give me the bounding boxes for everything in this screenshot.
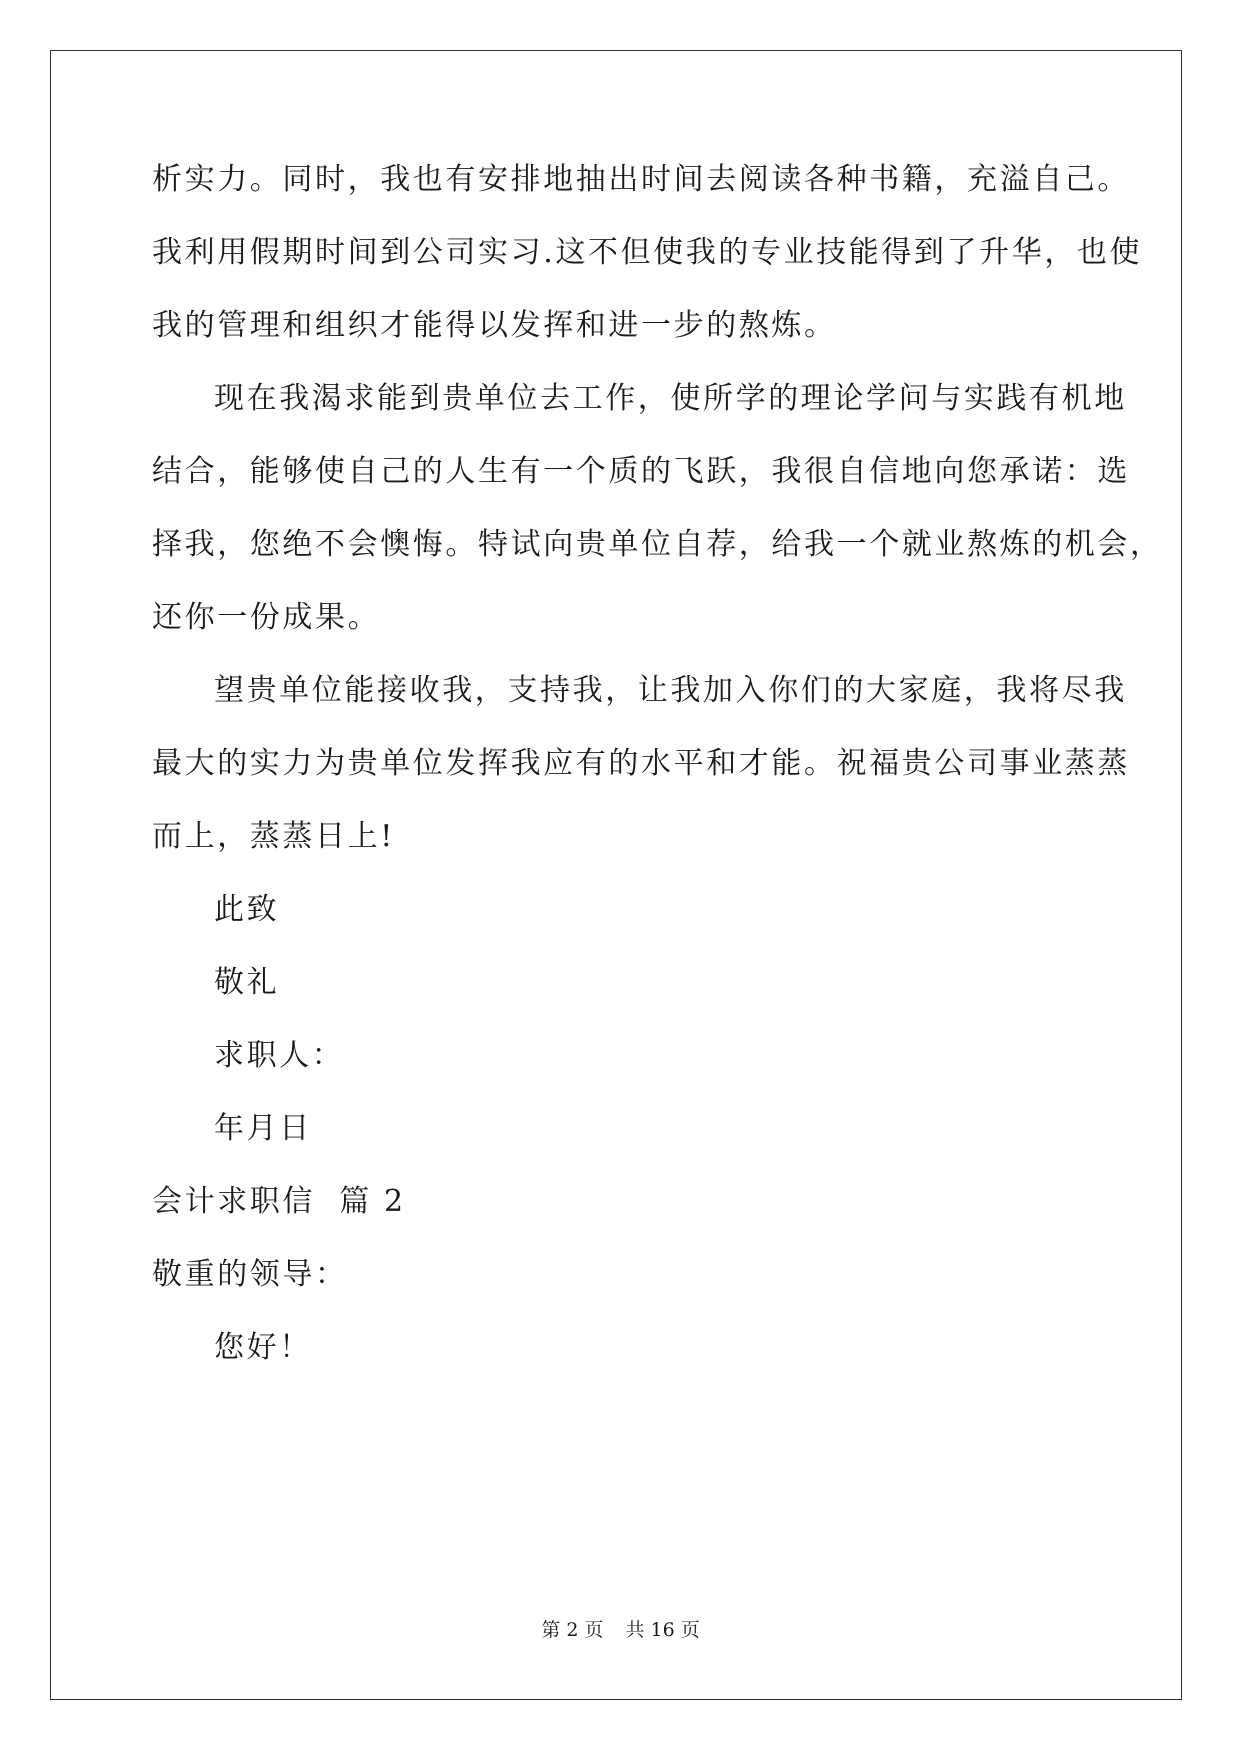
text-line-4: 现在我渴求能到贵单位去工作，使所学的理论学问与实践有机地 (214, 381, 1127, 416)
greeting-line: 敬重的领导： (152, 1257, 348, 1292)
text-line-7: 还你一份成果。 (152, 600, 381, 635)
page-border (50, 50, 1182, 1700)
text-line-8: 望贵单位能接收我，支持我，让我加入你们的大家庭，我将尽我 (214, 673, 1127, 708)
section-heading: 会计求职信 篇 2 (152, 1184, 406, 1219)
applicant-signature: 求职人： (214, 1038, 345, 1073)
page-footer (0, 1618, 1241, 1642)
text-line-10: 而上，蒸蒸日上! (152, 819, 395, 854)
text-line-2: 我利用假期时间到公司实习.这不但使我的专业技能得到了升华，也使 (152, 235, 1143, 270)
text-line-9: 最大的实力为贵单位发挥我应有的水平和才能。祝福贵公司事业蒸蒸 (152, 746, 1130, 781)
closing-salutation: 此致 (214, 892, 280, 927)
text-line-5: 结合，能够使自己的人生有一个质的飞跃，我很自信地向您承诺：选 (152, 454, 1130, 489)
text-line-3: 我的管理和组织才能得以发挥和进一步的熬炼。 (152, 308, 837, 343)
page-total: 共 16 页 (625, 1619, 700, 1641)
hello-line: 您好！ (214, 1330, 312, 1365)
text-line-6: 择我，您绝不会懊悔。特试向贵单位自荐，给我一个就业熬炼的机会， (152, 527, 1163, 562)
text-line-1: 析实力。同时，我也有安排地抽出时间去阅读各种书籍，充溢自己。 (152, 162, 1130, 197)
page-number: 第 2 页 (541, 1619, 604, 1641)
date-line: 年月日 (214, 1111, 312, 1146)
closing-regards: 敬礼 (214, 965, 280, 1000)
